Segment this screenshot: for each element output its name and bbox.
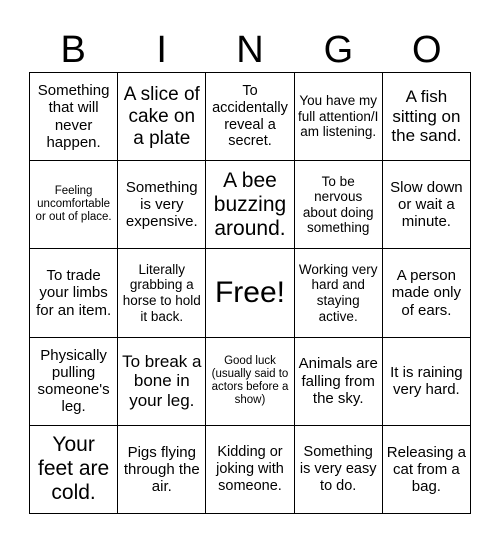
bingo-cell-free[interactable]: Free! <box>206 249 294 337</box>
bingo-cell-r5-c5[interactable]: Releasing a cat from a bag. <box>383 426 471 514</box>
bingo-cell-r5-c4[interactable]: Something is very easy to do. <box>295 426 383 514</box>
bingo-cell-r1-c5[interactable]: A fish sitting on the sand. <box>383 73 471 161</box>
header-letter-g: G <box>323 29 354 71</box>
bingo-cell-r1-c3[interactable]: To accidentally reveal a secret. <box>206 73 294 161</box>
bingo-cell-r5-c3[interactable]: Kidding or joking with someone. <box>206 426 294 514</box>
bingo-cell-r3-c4[interactable]: Working very hard and staying active. <box>295 249 383 337</box>
bingo-cell-r4-c5[interactable]: It is raining very hard. <box>383 338 471 426</box>
bingo-grid <box>29 72 471 514</box>
bingo-cell-r3-c2[interactable]: Literally grabbing a horse to hold it back. <box>118 249 206 337</box>
bingo-header <box>29 28 471 72</box>
bingo-cell-r2-c4[interactable]: To be nervous about doing something <box>295 161 383 249</box>
bingo-cell-r4-c4[interactable]: Animals are falling from the sky. <box>295 338 383 426</box>
bingo-cell-r4-c1[interactable]: Physically pulling someone's leg. <box>30 338 118 426</box>
bingo-cell-r5-c2[interactable]: Pigs flying through the air. <box>118 426 206 514</box>
bingo-cell-r3-c5[interactable]: A person made only of ears. <box>383 249 471 337</box>
bingo-cell-r2-c2[interactable]: Something is very expensive. <box>118 161 206 249</box>
bingo-cell-r1-c2[interactable]: A slice of cake on a plate <box>118 73 206 161</box>
bingo-cell-r3-c1[interactable]: To trade your limbs for an item. <box>30 249 118 337</box>
bingo-cell-r2-c1[interactable]: Feeling uncomfortable or out of place. <box>30 161 118 249</box>
bingo-cell-r5-c1[interactable]: Your feet are cold. <box>30 426 118 514</box>
header-letter-i: I <box>156 29 167 71</box>
header-letter-o: O <box>412 29 442 71</box>
bingo-cell-r4-c3[interactable]: Good luck (usually said to actors before a show) <box>206 338 294 426</box>
bingo-cell-r4-c2[interactable]: To break a bone in your leg. <box>118 338 206 426</box>
bingo-cell-r1-c4[interactable]: You have my full attention/I am listening. <box>295 73 383 161</box>
header-letter-n: N <box>236 29 264 71</box>
bingo-cell-r2-c5[interactable]: Slow down or wait a minute. <box>383 161 471 249</box>
header-letter-b: B <box>60 29 86 71</box>
bingo-cell-r1-c1[interactable]: Something that will never happen. <box>30 73 118 161</box>
bingo-cell-r2-c3[interactable]: A bee buzzing around. <box>206 161 294 249</box>
